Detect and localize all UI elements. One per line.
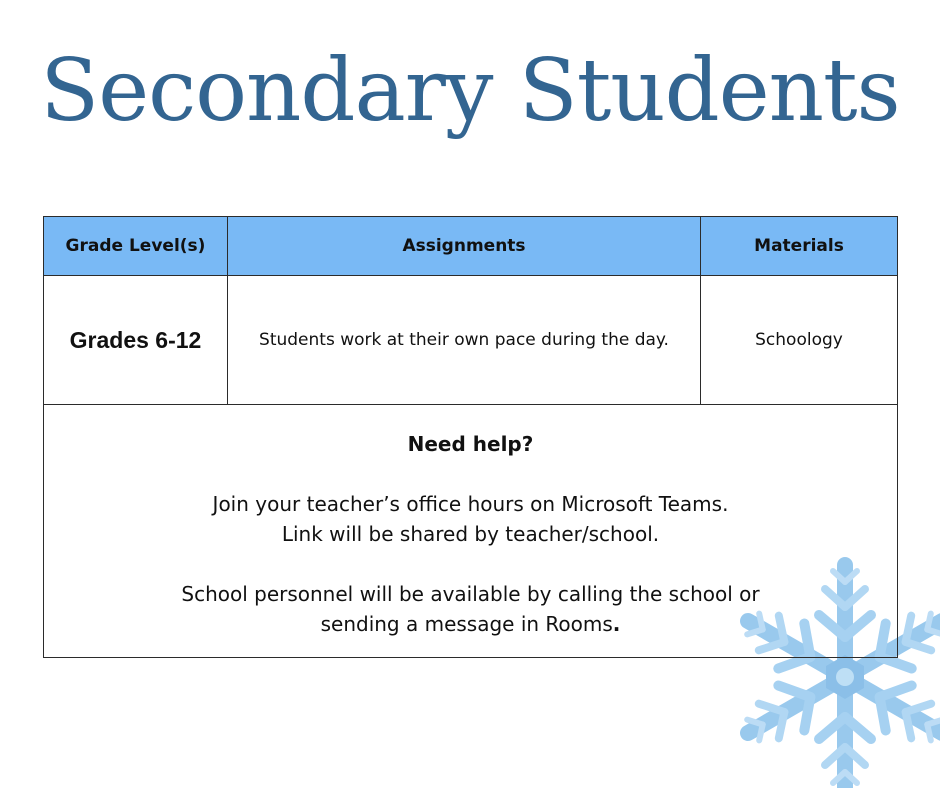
grade-cell: Grades 6-12 [44,276,228,405]
help-row [44,405,898,658]
materials-cell: Schoology [701,276,898,405]
table-row [44,276,898,405]
help-line-rooms: sending a message in Rooms [320,612,613,636]
help-line-teams: Join your teacher’s office hours on Microsoft Teams. [212,492,729,516]
header-materials: Materials [701,217,898,276]
assignment-cell: Students work at their own pace during the day. [228,276,701,405]
header-grade-level: Grade Level(s) [44,217,228,276]
help-title: Need help? [407,432,534,456]
header-assignments: Assignments [228,217,701,276]
table-header-row [44,217,898,276]
help-cell [44,405,898,658]
page-title: Secondary Students [40,41,900,141]
help-line-period: . [612,612,621,636]
help-line-link: Link will be shared by teacher/school. [281,522,660,546]
help-line-rooms-wrap [44,609,897,639]
help-line-personnel: School personnel will be available by calling the school or [181,582,760,606]
schedule-table [43,216,898,658]
